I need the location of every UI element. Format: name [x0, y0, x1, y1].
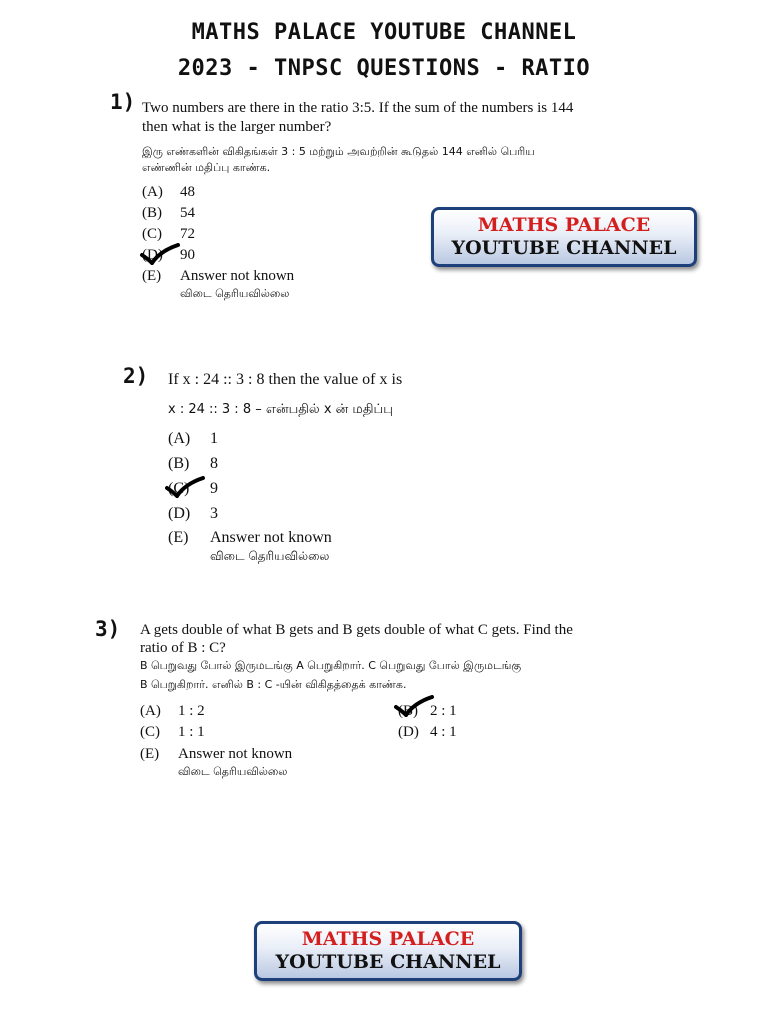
- checkmark-icon: [140, 243, 180, 265]
- page-subtitle: 2023 - TNPSC QUESTIONS - RATIO: [177, 56, 591, 81]
- option-d: (D) 3: [168, 505, 218, 522]
- option-c: (C) 1 : 1: [140, 724, 205, 740]
- option-d: (D) 4 : 1: [398, 724, 457, 740]
- question-text-tamil: x : 24 :: 3 : 8 – என்பதில் x ன் மதிப்பு: [168, 402, 393, 417]
- page-title: MATHS PALACE YOUTUBE CHANNEL: [191, 20, 577, 45]
- channel-badge: [431, 207, 697, 267]
- question-text-tamil: B பெறுகிறார். எனில் B : C -யின் விகிதத்தைக் காண்க.: [140, 678, 407, 691]
- option-b: (B) 54: [142, 205, 195, 221]
- question-number: 1): [110, 90, 136, 114]
- question-text: then what is the larger number?: [142, 119, 332, 135]
- option-c: (C) 9: [168, 480, 218, 497]
- option-d: (D) 90: [142, 247, 195, 263]
- option-e: (E) Answer not known: [168, 529, 332, 546]
- checkmark-icon: [165, 476, 205, 498]
- question-number: 2): [123, 364, 149, 388]
- badge-line2: YOUTUBE CHANNEL: [451, 237, 677, 259]
- badge-line2: YOUTUBE CHANNEL: [275, 951, 501, 973]
- badge-line1: MATHS PALACE: [301, 928, 475, 950]
- checkmark-icon: [394, 695, 434, 717]
- question-text-tamil: B பெறுவது போல் இருமடங்கு A பெறுகிறார். C பெறுவது போல் இருமடங்கு: [140, 659, 522, 672]
- option-c: (C) 72: [142, 226, 195, 242]
- option-a: (A) 48: [142, 184, 195, 200]
- channel-badge-bottom: [254, 921, 522, 981]
- badge-line1: MATHS PALACE: [477, 214, 651, 236]
- question-text-tamil: எண்ணின் மதிப்பு காண்க.: [142, 161, 271, 174]
- option-b: (B) 2 : 1: [398, 703, 457, 719]
- option-e-tamil: விடை தெரியவில்லை: [178, 765, 288, 778]
- option-e: (E) Answer not known: [140, 746, 293, 762]
- option-a: (A) 1 : 2: [140, 703, 205, 719]
- question-text: ratio of B : C?: [140, 640, 226, 656]
- option-e-tamil: விடை தெரியவில்லை: [180, 287, 290, 300]
- option-e: (E) Answer not known: [142, 268, 295, 284]
- question-text: If x : 24 :: 3 : 8 then the value of x is: [168, 371, 403, 388]
- question-text: Two numbers are there in the ratio 3:5. If the sum of the numbers is 144: [142, 100, 574, 116]
- question-text: A gets double of what B gets and B gets double of what C gets. Find the: [140, 622, 573, 638]
- question-text-tamil: இரு எண்களின் விகிதங்கள் 3 : 5 மற்றும் அவற்றின் கூடுதல் 144 எனில் பெரிய: [142, 145, 535, 158]
- option-e-tamil: விடை தெரியவில்லை: [210, 549, 330, 563]
- option-b: (B) 8: [168, 455, 218, 472]
- question-number: 3): [95, 617, 121, 641]
- option-a: (A) 1: [168, 430, 218, 447]
